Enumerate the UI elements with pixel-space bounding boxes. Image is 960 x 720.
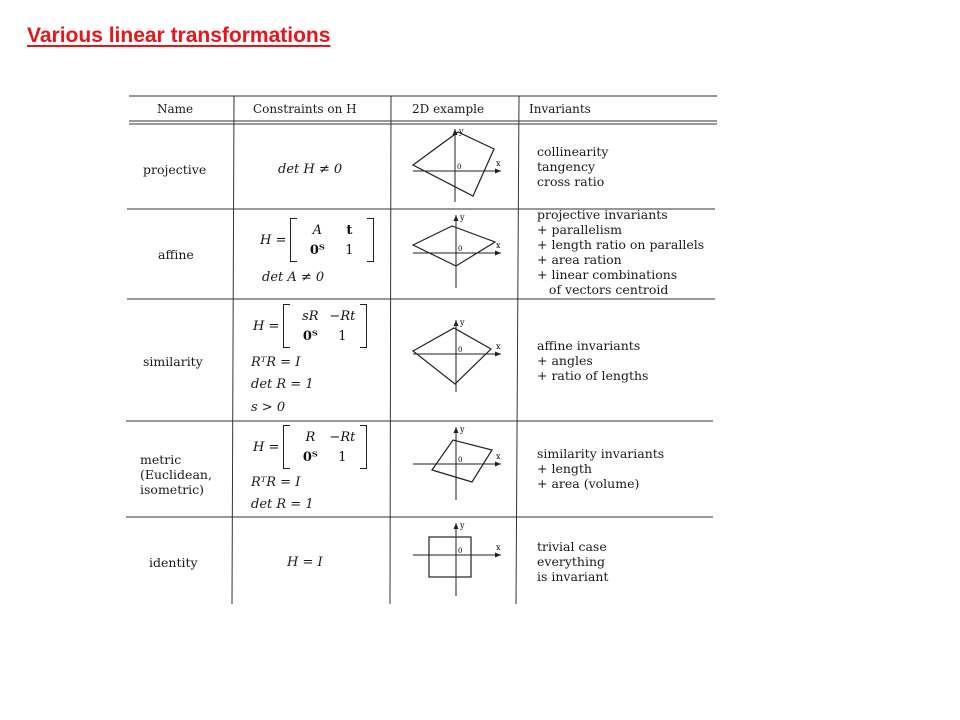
invariant-item: + area (volume): [537, 476, 640, 491]
matrix-entry-a: sR: [302, 308, 319, 324]
matrix-entry-a: A: [312, 222, 323, 238]
matrix-entry-b: −Rt: [329, 429, 356, 445]
header-name: Name: [157, 102, 194, 116]
constraint-det-r: det R = 1: [251, 497, 314, 512]
constraint-rtr: RᵀR = I: [251, 475, 301, 490]
axis-x-label: x: [496, 159, 501, 168]
metric-example-diagram: [405, 424, 505, 504]
matrix-entry-d: 1: [338, 328, 347, 344]
axis-y-label: y: [459, 127, 464, 136]
row-name-similarity: similarity: [143, 354, 203, 369]
invariants-affine: [537, 207, 704, 297]
constraint-det-r: det R = 1: [251, 377, 314, 392]
axis-y-label: y: [460, 425, 465, 434]
origin-label: 0: [458, 346, 463, 354]
header-constraints: Constraints on H: [253, 102, 357, 116]
transformations-table: [125, 92, 717, 607]
invariant-item: collinearity: [537, 144, 609, 159]
matrix-entries: [297, 220, 367, 260]
row-name-identity: identity: [149, 555, 198, 570]
matrix-entry-b: t: [346, 222, 353, 238]
matrix-entries: [290, 306, 360, 346]
header-2d-example: 2D example: [412, 102, 485, 116]
invariant-item: trivial case: [537, 539, 607, 554]
origin-label: 0: [458, 456, 463, 464]
row-name-projective: projective: [143, 162, 207, 177]
invariants-projective: [537, 144, 608, 189]
similarity-example-diagram: [405, 314, 505, 394]
invariant-item: + area ration: [537, 252, 622, 267]
slide-title: Various linear transformations: [27, 24, 331, 47]
constraint-rtr: RᵀR = I: [251, 355, 301, 370]
constraint-det-a: det A ≠ 0: [262, 270, 325, 285]
projective-example-diagram: [405, 126, 505, 206]
matrix-lhs: H =: [260, 232, 287, 248]
matrix-entry-c: 0ᵀ: [309, 242, 325, 258]
invariant-item: + angles: [537, 353, 593, 368]
matrix-entry-d: 1: [345, 242, 354, 258]
left-bracket: [283, 425, 290, 469]
matrix-entry-d: 1: [338, 449, 347, 465]
row-name-affine: affine: [158, 247, 194, 262]
origin-label: 0: [458, 245, 463, 253]
matrix-entry-a: R: [305, 429, 316, 445]
axis-x-label: x: [496, 241, 501, 250]
axis-x-label: x: [496, 543, 501, 552]
invariants-metric: [537, 446, 664, 491]
invariant-item: projective invariants: [537, 207, 668, 222]
invariant-item: of vectors centroid: [537, 282, 669, 297]
invariant-item: affine invariants: [537, 338, 641, 353]
constraint-s: s > 0: [251, 400, 286, 415]
invariant-item: + ratio of lengths: [537, 368, 649, 383]
invariants-similarity: [537, 338, 648, 383]
invariant-item: tangency: [537, 159, 596, 174]
invariant-item: cross ratio: [537, 174, 605, 189]
invariant-item: everything: [537, 554, 606, 569]
invariant-item: + length ratio on parallels: [537, 237, 705, 252]
origin-label: 0: [457, 163, 462, 171]
axis-x-label: x: [496, 342, 501, 351]
affine-example-diagram: [405, 212, 505, 292]
right-bracket: [367, 218, 374, 262]
matrix-entry-c: 0ᵀ: [302, 328, 318, 344]
matrix-lhs: H =: [253, 439, 280, 455]
invariant-item: + parallelism: [537, 222, 622, 237]
matrix-similarity: [253, 304, 367, 348]
axis-y-label: y: [460, 318, 465, 327]
axis-y-label: y: [460, 213, 465, 222]
invariant-item: is invariant: [537, 569, 609, 584]
invariant-item: + length: [537, 461, 592, 476]
invariant-item: similarity invariants: [537, 446, 665, 461]
right-bracket: [360, 304, 367, 348]
right-bracket: [360, 425, 367, 469]
matrix-metric: [253, 425, 367, 469]
matrix-lhs: H =: [253, 318, 280, 334]
matrix-entry-c: 0ᵀ: [302, 449, 318, 465]
left-bracket: [290, 218, 297, 262]
row-name-metric: metric (Euclidean, isometric): [140, 452, 212, 497]
constraint-h-identity: H = I: [287, 555, 323, 570]
identity-example-diagram: [405, 520, 505, 600]
matrix-affine: [260, 218, 374, 262]
constraint-det-h: det H ≠ 0: [278, 162, 343, 177]
invariants-identity: [537, 539, 608, 584]
origin-label: 0: [458, 547, 463, 555]
invariant-item: + linear combinations: [537, 267, 678, 282]
header-invariants: Invariants: [529, 102, 591, 116]
axis-y-label: y: [460, 521, 465, 530]
matrix-entries: [290, 427, 360, 467]
matrix-entry-b: −Rt: [329, 308, 356, 324]
left-bracket: [283, 304, 290, 348]
axis-x-label: x: [496, 452, 501, 461]
